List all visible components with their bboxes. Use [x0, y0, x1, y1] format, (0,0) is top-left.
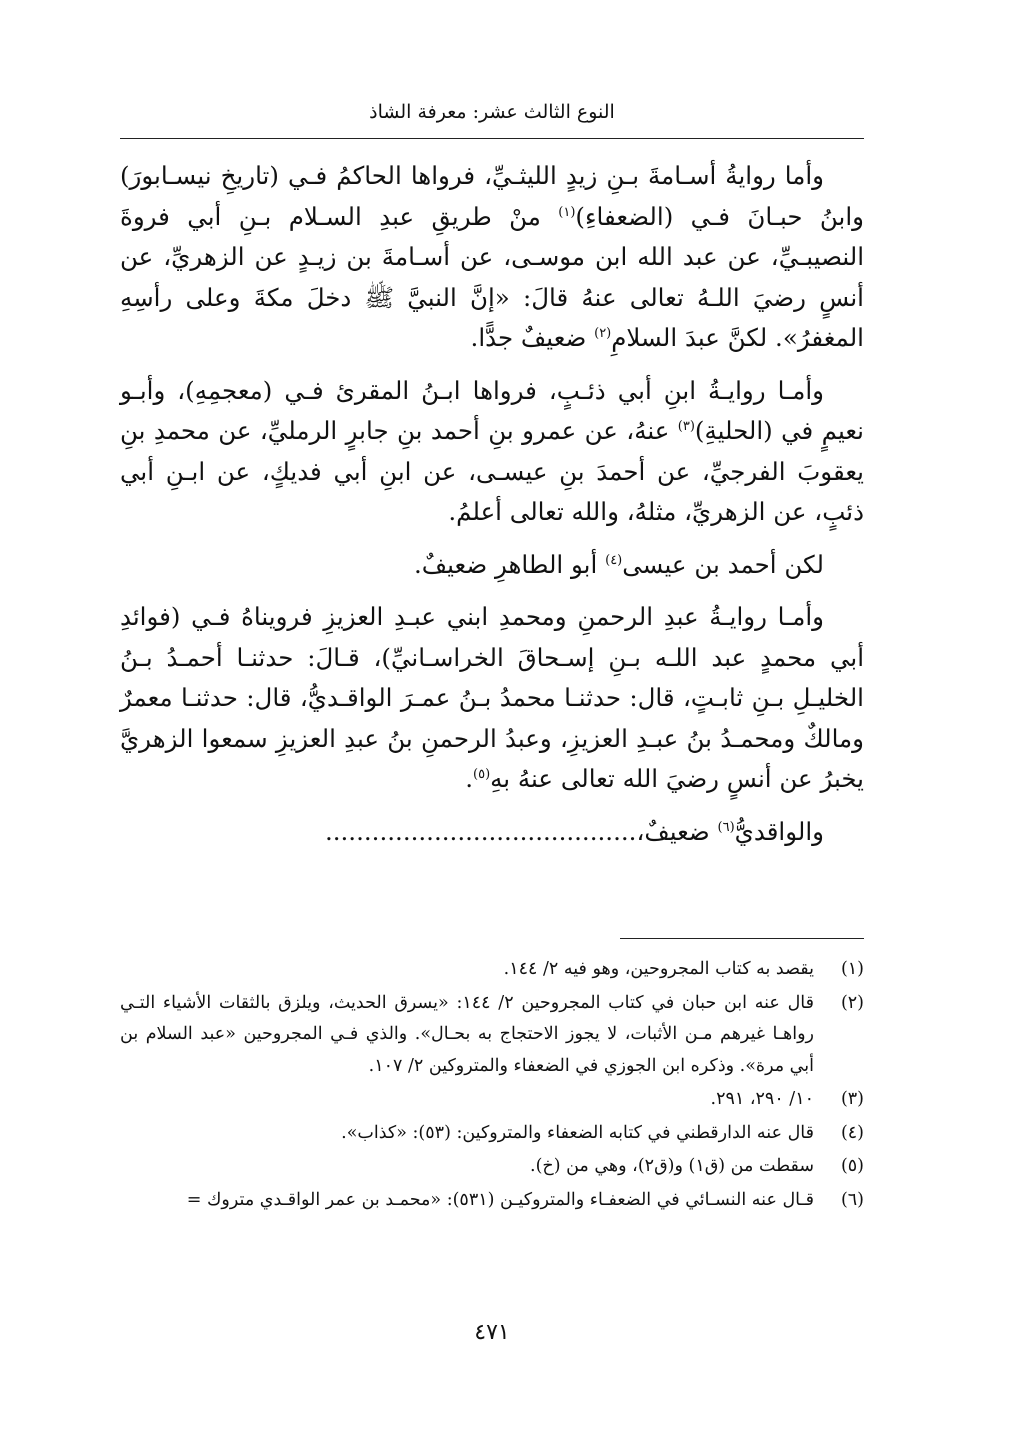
footnote-number: (٤)	[840, 1122, 864, 1143]
footnote-ref-6[interactable]: (٦)	[717, 819, 735, 835]
footnote-text: سقطت من (ق١) و(ق٢)، وهي من (خ).	[530, 1156, 814, 1176]
paragraph-5-part-b: ضعيفٌ،	[636, 816, 718, 846]
paragraph-5	[120, 812, 864, 853]
paragraph-2-part-a: وأمـا روايـةُ ابنِ أبي ذئـبٍ، فرواها ابـنُ المقرئ فـي (معجمِهِ)، وأبـو نعيمٍ في (الحليةِ)	[120, 375, 864, 445]
footnote-number: (٥)	[840, 1156, 864, 1176]
footnote-number: (١)	[840, 959, 864, 979]
footnote-text: قال عنه ابن حبان في كتاب المجروحين ٢/ ١٤٤: «يسرق الحديث، ويلزق بالثقات الأشياء التـي رواهـا غيرهم مـن الأثبات، لا يجوز الاحتجاج به بحـال». والذي فـي المجروحين «عبد السلام بن أبي مرة». وذكره ابن الجوزي في الضعفاء والمتروكين ٢/ ١٠٧.	[120, 992, 814, 1076]
footnote-text: قـال عنه النسـائي في الضعفـاء والمتروكيـن (٥٣١): «محمـد بن عمر الواقـدي متروك =	[186, 1189, 814, 1210]
footnote-number: (٦)	[840, 1189, 864, 1210]
paragraph-4-part-a: وأمـا روايـةُ عبدِ الرحمنِ ومحمدِ ابني عبـدِ العزيزِ فرويناهُ فـي (فوائدِ أبي محمدٍ عبد اللـه بـنِ إسـحاقَ الخراسـانيِّ)، قـالَ: حدثنـا أحمـدُ بـنُ الخليـلِ بـنِ ثابـتٍ، قال: حدثنـا محمدُ بـنُ عمـرَ الواقـديُّ، قال: حدثنـا معمرٌ ومالكٌ ومحمـدُ بنُ عبـدِ العزيزِ، وعبدُ الرحمنِ بنُ عبدِ العزيزِ سمعوا الزهريَّ يخبرُ عن أنسٍ رضيَ الله تعالى عنهُ بهِ	[120, 602, 864, 793]
footnote-text: ١٠/ ٢٩٠، ٢٩١.	[710, 1089, 814, 1109]
footnote-text: يقصد به كتاب المجروحين، وهو فيه ٢/ ١٤٤.	[503, 959, 814, 979]
paragraph-1-part-a: وأما روايةُ أسـامةَ بـنِ زيدٍ الليثـيِّ، فرواها الحاكمُ فـي (تاريخِ نيسـابورَ) وابنُ حبـانَ فـي (الضعفاءِ)	[120, 161, 864, 231]
footnote-ref-4[interactable]: (٤)	[605, 552, 623, 568]
footnote-1	[120, 954, 864, 986]
paragraph-1-part-b: منْ طريقِ عبدِ السـلام بـنِ أبي فروةَ النصيبـيِّ، عن عبد الله ابن موسـى، عن أسـامةَ بن زيـدٍ عن الزهريِّ، عن أنسٍ رضيَ اللـهُ تعالى عنهُ قالَ: «إنَّ النبيَّ ﷺ دخلَ مكةَ وعلى رأسِهِ المغفرُ». لكنَّ عبدَ السلامِ	[120, 201, 864, 352]
footnote-3	[120, 1084, 864, 1116]
page-number: ٤٧١	[474, 1320, 510, 1345]
paragraph-4	[120, 597, 864, 800]
running-header: النوع الثالث عشر: معرفة الشاذ	[369, 101, 615, 123]
footnote-ref-1[interactable]: (١)	[558, 204, 576, 220]
paragraph-2	[120, 371, 864, 533]
header-rule	[120, 138, 864, 139]
footnote-5	[120, 1151, 864, 1183]
footnote-2	[120, 988, 864, 1083]
footnotes	[120, 954, 864, 1218]
footnote-ref-3[interactable]: (٣)	[677, 418, 695, 434]
continuation-dots: ........................................	[324, 816, 637, 846]
footnote-separator	[620, 938, 864, 939]
paragraph-3-part-b: أبو الطاهرِ ضعيفٌ.	[414, 549, 606, 579]
main-text	[120, 156, 864, 852]
paragraph-3	[120, 545, 864, 586]
footnote-6	[120, 1185, 864, 1217]
paragraph-5-part-a: والواقديُّ	[734, 816, 824, 846]
paragraph-1	[120, 156, 864, 359]
footnote-ref-5[interactable]: (٥)	[473, 766, 491, 782]
footnote-number: (٣)	[840, 1089, 864, 1109]
paragraph-4-part-b: .	[465, 764, 473, 793]
paragraph-2-part-b: عنهُ، عن عمرو بنِ أحمد بنِ جابرٍ الرمليِّ، عن محمدِ بنِ يعقوبَ الفرجيِّ، عن أحمدَ بنِ عيسـى، عن ابنِ أبي فديكٍ، عن ابـنِ أبي ذئبٍ، عن الزهريِّ، مثلهُ، والله تعالى أعلمُ.	[120, 416, 864, 526]
footnote-ref-2[interactable]: (٢)	[594, 325, 612, 341]
paragraph-3-part-a: لكن أحمد بن عيسى	[622, 549, 824, 579]
footnote-text: قال عنه الدارقطني في كتابه الضعفاء والمتروكين: (٥٣): «كذاب».	[341, 1122, 814, 1143]
paragraph-1-part-c: ضعيفٌ جدًّا.	[470, 323, 595, 352]
footnote-number: (٢)	[840, 992, 864, 1013]
footnote-4	[120, 1118, 864, 1150]
